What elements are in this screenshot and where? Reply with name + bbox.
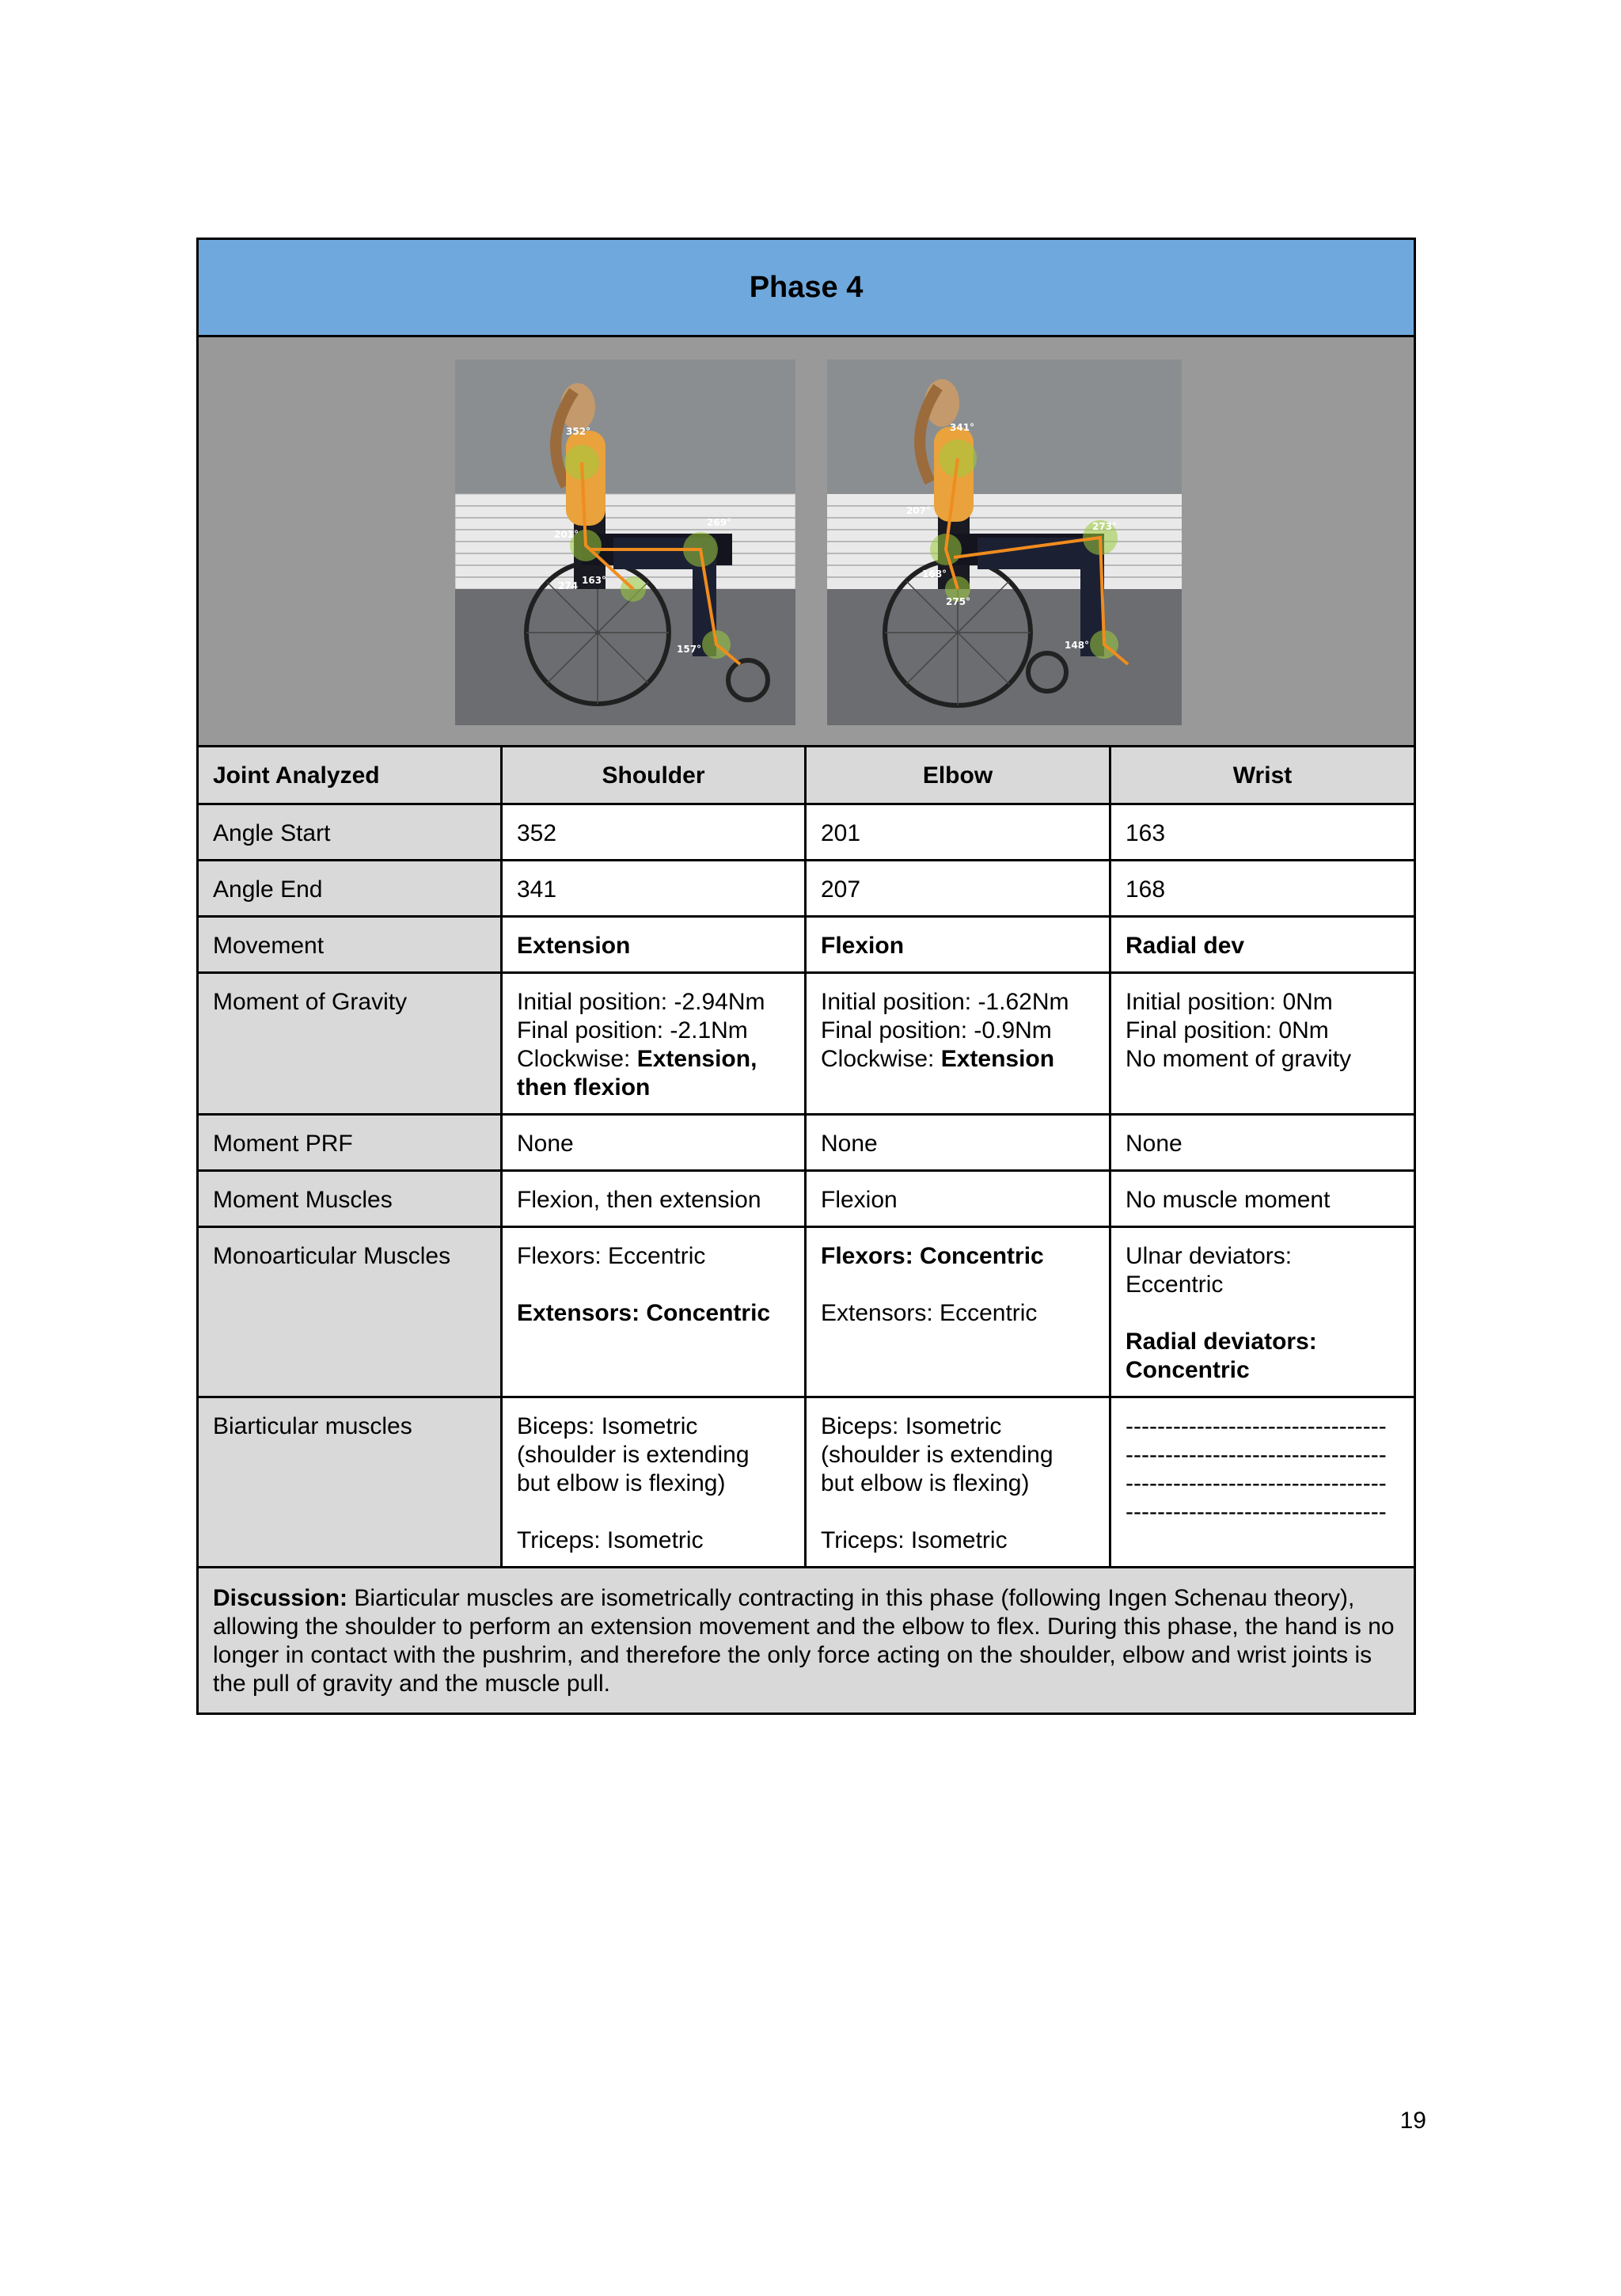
cell-line: then flexion xyxy=(517,1074,651,1100)
cell xyxy=(1110,1397,1415,1568)
angle-label: 163° xyxy=(582,575,607,586)
cell: None xyxy=(806,1115,1110,1171)
cell: 163 xyxy=(1110,804,1415,861)
table-row xyxy=(198,1397,1415,1568)
cell-line: Triceps: Isometric xyxy=(517,1527,704,1553)
cell: 168 xyxy=(1110,861,1415,917)
cell: 341 xyxy=(502,861,806,917)
row-label: Movement xyxy=(198,917,502,973)
cell: None xyxy=(502,1115,806,1171)
cell xyxy=(502,973,806,1115)
cell: 207 xyxy=(806,861,1110,917)
cell-line: No moment of gravity xyxy=(1126,1046,1352,1072)
cell-line: Extensors: Eccentric xyxy=(821,1300,1038,1326)
text-bold: Extension, xyxy=(636,1046,757,1072)
cell-line: Flexors: Concentric xyxy=(821,1243,1044,1269)
cell xyxy=(1110,1227,1415,1397)
wheelchair-photo-shoulder-end xyxy=(827,359,1182,725)
cell-line: Concentric xyxy=(1126,1357,1250,1383)
angle-label: 157° xyxy=(677,644,702,655)
cell-line xyxy=(821,1045,1095,1074)
cell-line: Final position: 0Nm xyxy=(1126,1017,1329,1043)
cell-line: Biceps: Isometric xyxy=(821,1413,1002,1439)
discussion-label: Discussion: xyxy=(213,1585,348,1611)
table-row xyxy=(198,1115,1415,1171)
cell: No muscle moment xyxy=(1110,1171,1415,1227)
cell-line xyxy=(517,1045,790,1074)
cell-line: Initial position: 0Nm xyxy=(1126,989,1333,1015)
photo-panel xyxy=(198,336,1415,747)
cell xyxy=(502,1227,806,1397)
table-row xyxy=(198,1171,1415,1227)
row-label: Moment of Gravity xyxy=(198,973,502,1115)
cell-line: Initial position: -1.62Nm xyxy=(821,989,1069,1015)
cell-line: Final position: -0.9Nm xyxy=(821,1017,1052,1043)
cell-line: (shoulder is extending xyxy=(517,1442,750,1468)
row-label: Moment Muscles xyxy=(198,1171,502,1227)
discussion xyxy=(198,1568,1415,1714)
cell-line: Final position: -2.1Nm xyxy=(517,1017,748,1043)
table-row xyxy=(198,861,1415,917)
text: Clockwise: xyxy=(517,1046,637,1072)
angle-label: 274 xyxy=(558,580,579,591)
cell: Extension xyxy=(502,917,806,973)
cell-line: Flexors: Eccentric xyxy=(517,1243,706,1269)
cell-line: Initial position: -2.94Nm xyxy=(517,989,765,1015)
angle-label: 341° xyxy=(950,422,975,433)
discussion-text: Biarticular muscles are isometrically contracting in this phase (following Ingen Schenau theory), allowing the shoulder to perform an extension movement and the elbow to flex. During this phase, the hand is no longer in contact with the pushrim, and therefore the only force acting on the shoulder, elbow and wrist joints is the pull of gravity and the muscle pull. xyxy=(213,1585,1395,1697)
page-number: 19 xyxy=(1399,2108,1426,2134)
cell xyxy=(806,1397,1110,1568)
header-wrist: Wrist xyxy=(1110,747,1415,804)
row-label: Angle Start xyxy=(198,804,502,861)
cell-line: Radial deviators: xyxy=(1126,1329,1317,1355)
cell xyxy=(806,973,1110,1115)
table-row xyxy=(198,804,1415,861)
cell-line: Ulnar deviators: xyxy=(1126,1243,1293,1269)
header-shoulder: Shoulder xyxy=(502,747,806,804)
cell-line: Triceps: Isometric xyxy=(821,1527,1008,1553)
cell: Flexion xyxy=(806,917,1110,973)
cell-line: Extensors: Concentric xyxy=(517,1300,771,1326)
table-row xyxy=(198,1227,1415,1397)
dash-line: --------------------------------- xyxy=(1126,1470,1387,1496)
cell: Flexion xyxy=(806,1171,1110,1227)
phase-title: Phase 4 xyxy=(198,239,1415,336)
phase-table xyxy=(196,238,1416,1715)
row-label: Biarticular muscles xyxy=(198,1397,502,1568)
cell: 352 xyxy=(502,804,806,861)
row-label: Monoarticular Muscles xyxy=(198,1227,502,1397)
angle-label: 148° xyxy=(1065,640,1090,651)
dash-line: --------------------------------- xyxy=(1126,1442,1387,1468)
dash-line: --------------------------------- xyxy=(1126,1413,1387,1439)
text-bold: Extension xyxy=(940,1046,1055,1072)
cell: Radial dev xyxy=(1110,917,1415,973)
table-row xyxy=(198,917,1415,973)
angle-label: 168° xyxy=(922,568,947,580)
cell-line: Biceps: Isometric xyxy=(517,1413,698,1439)
cell: None xyxy=(1110,1115,1415,1171)
cell xyxy=(502,1397,806,1568)
angle-label: 275° xyxy=(946,596,971,607)
row-label: Angle End xyxy=(198,861,502,917)
angle-label: 201° xyxy=(554,529,579,540)
angle-label: 207° xyxy=(906,505,932,516)
cell-line: but elbow is flexing) xyxy=(517,1470,726,1496)
cell xyxy=(806,1227,1110,1397)
cell-line: Eccentric xyxy=(1126,1272,1224,1298)
header-joint: Joint Analyzed xyxy=(198,747,502,804)
header-elbow: Elbow xyxy=(806,747,1110,804)
angle-label: 352° xyxy=(566,426,591,437)
row-label: Moment PRF xyxy=(198,1115,502,1171)
wheelchair-photo-shoulder-start xyxy=(455,359,795,725)
cell: Flexion, then extension xyxy=(502,1171,806,1227)
angle-label: 269° xyxy=(707,517,732,528)
cell-line: (shoulder is extending xyxy=(821,1442,1053,1468)
text: Clockwise: xyxy=(821,1046,941,1072)
cell xyxy=(1110,973,1415,1115)
cell-line: but elbow is flexing) xyxy=(821,1470,1030,1496)
table-row xyxy=(198,973,1415,1115)
cell: 201 xyxy=(806,804,1110,861)
angle-label: 273° xyxy=(1092,521,1118,532)
dash-line: --------------------------------- xyxy=(1126,1499,1387,1525)
